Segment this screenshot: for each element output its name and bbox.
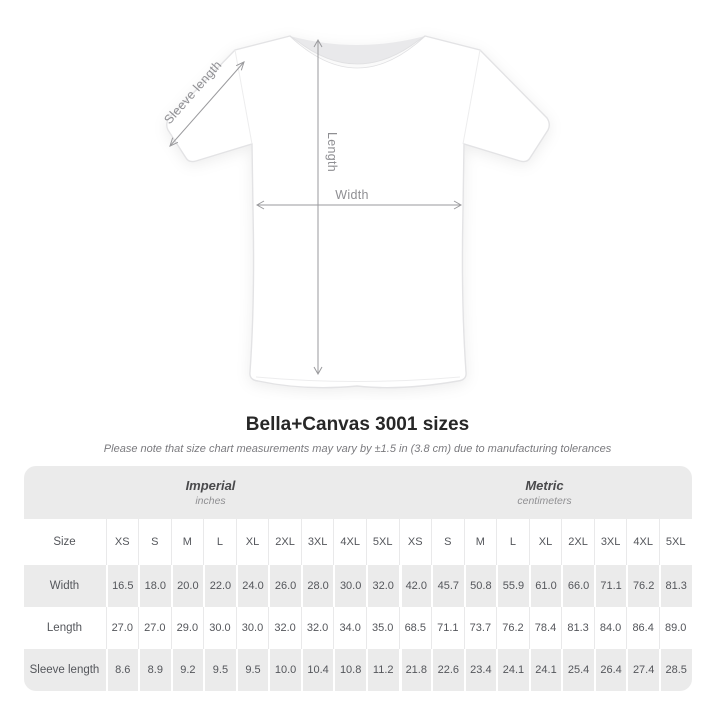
table-cell: L bbox=[496, 519, 529, 565]
table-cell: 11.2 bbox=[366, 649, 399, 691]
width-label: Width bbox=[335, 188, 369, 202]
length-label: Length bbox=[325, 131, 339, 173]
table-cell: M bbox=[171, 519, 204, 565]
table-cell: 32.0 bbox=[268, 607, 301, 649]
size-table bbox=[24, 466, 692, 691]
table-cell: 8.6 bbox=[106, 649, 139, 691]
table-cell: 28.5 bbox=[659, 649, 692, 691]
table-cell: 76.2 bbox=[496, 607, 529, 649]
table-cell: 32.0 bbox=[301, 607, 334, 649]
page-title: Bella+Canvas 3001 sizes bbox=[245, 414, 470, 435]
table-cell: 81.3 bbox=[659, 565, 692, 607]
table-cell: 28.0 bbox=[301, 565, 334, 607]
table-cell: 86.4 bbox=[626, 607, 659, 649]
table-cell: 2XL bbox=[561, 519, 594, 565]
table-cell: 4XL bbox=[333, 519, 366, 565]
table-cell: 71.1 bbox=[594, 565, 627, 607]
table-cell: S bbox=[138, 519, 171, 565]
table-cell: XL bbox=[529, 519, 562, 565]
table-cell: 89.0 bbox=[659, 607, 692, 649]
tshirt-illustration bbox=[167, 36, 550, 388]
tolerance-note: Please note that size chart measurements may vary by ±1.5 in (3.8 cm) due to manufacturing tolerances bbox=[103, 443, 612, 455]
table-cell: 24.1 bbox=[496, 649, 529, 691]
table-cell: 3XL bbox=[301, 519, 334, 565]
table-cell: M bbox=[464, 519, 497, 565]
table-cell: 30.0 bbox=[236, 607, 269, 649]
measurement-row bbox=[24, 565, 692, 607]
unit-group-header-row bbox=[24, 466, 692, 519]
table-cell: 22.0 bbox=[203, 565, 236, 607]
table-cell: 35.0 bbox=[366, 607, 399, 649]
table-cell: 29.0 bbox=[171, 607, 204, 649]
metric-label: Metric bbox=[525, 478, 564, 493]
table-cell: 71.1 bbox=[431, 607, 464, 649]
table-cell: 24.0 bbox=[236, 565, 269, 607]
table-cell: 24.1 bbox=[529, 649, 562, 691]
table-cell: L bbox=[203, 519, 236, 565]
table-cell: 50.8 bbox=[464, 565, 497, 607]
table-cell: 4XL bbox=[626, 519, 659, 565]
table-cell: 34.0 bbox=[333, 607, 366, 649]
table-cell: 78.4 bbox=[529, 607, 562, 649]
table-cell: 25.4 bbox=[561, 649, 594, 691]
table-cell: 21.8 bbox=[399, 649, 432, 691]
table-cell: XS bbox=[399, 519, 432, 565]
tshirt-body-shape bbox=[167, 36, 550, 388]
table-cell: 81.3 bbox=[561, 607, 594, 649]
table-cell: 42.0 bbox=[399, 565, 432, 607]
table-cell: 26.0 bbox=[268, 565, 301, 607]
table-cell: 20.0 bbox=[171, 565, 204, 607]
row-label: Length bbox=[46, 622, 83, 634]
table-cell: 30.0 bbox=[203, 607, 236, 649]
table-cell: 10.0 bbox=[268, 649, 301, 691]
table-cell: 73.7 bbox=[464, 607, 497, 649]
table-cell: 61.0 bbox=[529, 565, 562, 607]
table-cell: 9.2 bbox=[171, 649, 204, 691]
size-table-body bbox=[24, 519, 692, 691]
table-cell: 5XL bbox=[659, 519, 692, 565]
imperial-unit-label: inches bbox=[195, 495, 226, 507]
table-cell: 26.4 bbox=[594, 649, 627, 691]
table-cell: 10.8 bbox=[333, 649, 366, 691]
table-cell: S bbox=[431, 519, 464, 565]
table-cell: 9.5 bbox=[236, 649, 269, 691]
table-cell: 2XL bbox=[268, 519, 301, 565]
row-label: Sleeve length bbox=[24, 649, 106, 691]
imperial-group-header bbox=[24, 466, 398, 519]
measurement-row bbox=[24, 649, 692, 691]
table-cell: XS bbox=[106, 519, 139, 565]
size-header-row bbox=[24, 519, 692, 565]
table-cell: 68.5 bbox=[399, 607, 432, 649]
table-cell: 66.0 bbox=[561, 565, 594, 607]
table-cell: 10.4 bbox=[301, 649, 334, 691]
table-cell: 8.9 bbox=[138, 649, 171, 691]
row-label: Width bbox=[24, 565, 106, 607]
table-cell: 30.0 bbox=[333, 565, 366, 607]
table-cell: 84.0 bbox=[594, 607, 627, 649]
metric-group-header bbox=[398, 466, 692, 519]
table-cell: 22.6 bbox=[431, 649, 464, 691]
table-cell: 9.5 bbox=[203, 649, 236, 691]
table-cell: 5XL bbox=[366, 519, 399, 565]
table-cell: 27.0 bbox=[138, 607, 171, 649]
table-cell: 27.0 bbox=[106, 607, 139, 649]
table-cell: 32.0 bbox=[366, 565, 399, 607]
measurement-row bbox=[24, 607, 692, 649]
table-cell: 27.4 bbox=[626, 649, 659, 691]
table-cell: 55.9 bbox=[496, 565, 529, 607]
table-cell: 45.7 bbox=[431, 565, 464, 607]
sleeve-length-label: Sleeve length bbox=[161, 57, 225, 127]
size-header-label: Size bbox=[53, 536, 76, 548]
metric-unit-label: centimeters bbox=[517, 495, 572, 507]
imperial-label: Imperial bbox=[185, 478, 236, 493]
table-cell: XL bbox=[236, 519, 269, 565]
table-cell: 16.5 bbox=[106, 565, 139, 607]
table-cell: 18.0 bbox=[138, 565, 171, 607]
table-cell: 3XL bbox=[594, 519, 627, 565]
table-cell: 23.4 bbox=[464, 649, 497, 691]
table-cell: 76.2 bbox=[626, 565, 659, 607]
